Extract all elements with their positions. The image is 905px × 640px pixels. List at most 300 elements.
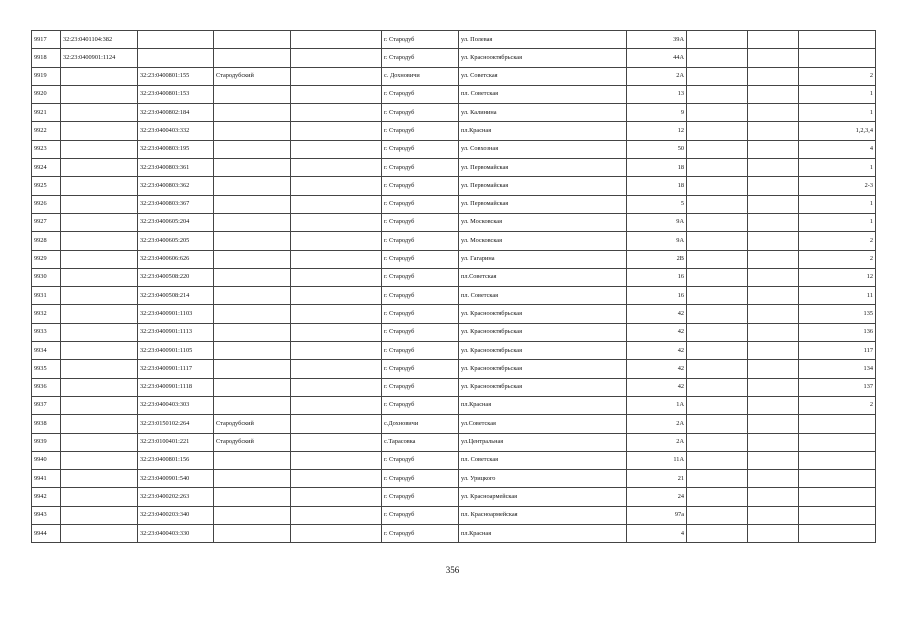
cell-district: [214, 287, 291, 305]
cell-house-number: 5: [627, 195, 687, 213]
cell-row-number: 9939: [32, 433, 61, 451]
table-row: [32, 287, 876, 305]
cell-street: ул. Красноармейская: [459, 488, 627, 506]
cell-col-empty: [291, 360, 382, 378]
cell-street: ул. Краснооктябрьская: [459, 378, 627, 396]
cell-unit-numbers: [799, 506, 876, 524]
cell-col-empty: [291, 213, 382, 231]
cell-house-number: 42: [627, 360, 687, 378]
cell-cadastral-number-b: [138, 49, 214, 67]
cell-cadastral-number-b: 32:23:0400802:184: [138, 104, 214, 122]
cell-cadastral-number-b: 32:23:0400801:153: [138, 85, 214, 103]
cell-house-number: 24: [627, 488, 687, 506]
cell-cadastral-number-a: [61, 305, 138, 323]
table-row: [32, 85, 876, 103]
cell-unit-numbers: 1,2,3,4: [799, 122, 876, 140]
cell-col-empty-3: [748, 67, 799, 85]
cell-settlement: г. Стародуб: [382, 177, 459, 195]
cell-street: ул. Калинина: [459, 104, 627, 122]
cell-settlement: г. Стародуб: [382, 323, 459, 341]
cell-settlement: г. Стародуб: [382, 31, 459, 49]
table-row: [32, 360, 876, 378]
cell-cadastral-number-b: 32:23:0400606:626: [138, 250, 214, 268]
table-row: [32, 195, 876, 213]
cell-col-empty-2: [687, 360, 748, 378]
cell-street: пл. Красноармейская: [459, 506, 627, 524]
cell-street: ул. Красноoктябрьская: [459, 49, 627, 67]
table-row: [32, 31, 876, 49]
cell-row-number: 9926: [32, 195, 61, 213]
cell-cadastral-number-b: 32:23:0400801:155: [138, 67, 214, 85]
cell-cadastral-number-b: 32:23:0400803:361: [138, 159, 214, 177]
cell-col-empty-3: [748, 360, 799, 378]
cell-cadastral-number-b: 32:23:0400403:303: [138, 396, 214, 414]
cell-cadastral-number-a: [61, 195, 138, 213]
cell-row-number: 9925: [32, 177, 61, 195]
cell-cadastral-number-b: 32:23:0400803:362: [138, 177, 214, 195]
cell-cadastral-number-b: 32:23:0400901:1105: [138, 342, 214, 360]
table-row: [32, 433, 876, 451]
table-row: [32, 177, 876, 195]
cell-col-empty-3: [748, 323, 799, 341]
cell-col-empty-3: [748, 104, 799, 122]
cell-cadastral-number-a: [61, 378, 138, 396]
cell-house-number: 18: [627, 159, 687, 177]
table-row: [32, 104, 876, 122]
cell-cadastral-number-b: 32:23:0400605:205: [138, 232, 214, 250]
cell-district: [214, 250, 291, 268]
cell-cadastral-number-a: [61, 250, 138, 268]
cell-unit-numbers: [799, 525, 876, 543]
cell-cadastral-number-a: [61, 360, 138, 378]
cell-col-empty: [291, 433, 382, 451]
cell-cadastral-number-a: 32:23:0401104:382: [61, 31, 138, 49]
cell-cadastral-number-a: [61, 451, 138, 469]
table-row: [32, 488, 876, 506]
cell-unit-numbers: 4: [799, 140, 876, 158]
table-row: [32, 470, 876, 488]
cell-row-number: 9944: [32, 525, 61, 543]
table-row: [32, 159, 876, 177]
cell-col-empty-2: [687, 49, 748, 67]
cell-col-empty-2: [687, 433, 748, 451]
cell-house-number: 16: [627, 287, 687, 305]
cell-district: Стародубский: [214, 433, 291, 451]
cell-col-empty-2: [687, 159, 748, 177]
cell-settlement: г. Стародуб: [382, 506, 459, 524]
cell-col-empty: [291, 85, 382, 103]
cell-settlement: с.Дохновичи: [382, 415, 459, 433]
cell-row-number: 9936: [32, 378, 61, 396]
cell-col-empty-2: [687, 305, 748, 323]
cell-col-empty-3: [748, 305, 799, 323]
cell-street: пл.Красная: [459, 396, 627, 414]
cell-col-empty-2: [687, 67, 748, 85]
cell-unit-numbers: 11: [799, 287, 876, 305]
cell-district: [214, 396, 291, 414]
cell-settlement: г. Стародуб: [382, 85, 459, 103]
table-row: [32, 415, 876, 433]
cell-unit-numbers: 12: [799, 268, 876, 286]
cell-cadastral-number-a: [61, 342, 138, 360]
cell-col-empty-3: [748, 140, 799, 158]
cell-cadastral-number-b: 32:23:0400901:540: [138, 470, 214, 488]
cell-district: [214, 470, 291, 488]
cell-col-empty: [291, 49, 382, 67]
cell-col-empty-2: [687, 488, 748, 506]
cell-col-empty: [291, 470, 382, 488]
cell-row-number: 9919: [32, 67, 61, 85]
cell-cadastral-number-a: [61, 140, 138, 158]
cell-col-empty: [291, 268, 382, 286]
cell-district: [214, 177, 291, 195]
cell-settlement: г. Стародуб: [382, 213, 459, 231]
cell-settlement: г. Стародуб: [382, 195, 459, 213]
cell-unit-numbers: 1: [799, 159, 876, 177]
cell-col-empty: [291, 305, 382, 323]
cell-settlement: г. Стародуб: [382, 342, 459, 360]
cell-unit-numbers: [799, 451, 876, 469]
cell-settlement: с. Дохновичи: [382, 67, 459, 85]
cell-street: пл. Советская: [459, 85, 627, 103]
cell-cadastral-number-b: 32:23:0400403:330: [138, 525, 214, 543]
cell-street: пл.Советская: [459, 268, 627, 286]
cell-house-number: 50: [627, 140, 687, 158]
cell-house-number: 13: [627, 85, 687, 103]
cell-settlement: г. Стародуб: [382, 268, 459, 286]
cell-row-number: 9923: [32, 140, 61, 158]
cell-house-number: 42: [627, 378, 687, 396]
table-row: [32, 268, 876, 286]
cell-unit-numbers: 1: [799, 195, 876, 213]
cell-row-number: 9937: [32, 396, 61, 414]
cell-district: [214, 342, 291, 360]
cell-street: пл.Красная: [459, 525, 627, 543]
table-row: [32, 122, 876, 140]
table-row: [32, 342, 876, 360]
table-row: [32, 305, 876, 323]
cell-col-empty: [291, 67, 382, 85]
table-row: [32, 140, 876, 158]
cell-col-empty: [291, 525, 382, 543]
cell-row-number: 9918: [32, 49, 61, 67]
cell-house-number: 18: [627, 177, 687, 195]
cell-settlement: г. Стародуб: [382, 378, 459, 396]
cell-district: [214, 506, 291, 524]
cell-cadastral-number-a: [61, 268, 138, 286]
cell-street: ул. Первомайская: [459, 177, 627, 195]
cell-col-empty-2: [687, 470, 748, 488]
cell-unit-numbers: 137: [799, 378, 876, 396]
cell-unit-numbers: 1: [799, 213, 876, 231]
cell-street: пл.Красная: [459, 122, 627, 140]
cell-row-number: 9940: [32, 451, 61, 469]
cell-unit-numbers: [799, 31, 876, 49]
cell-unit-numbers: 2-3: [799, 177, 876, 195]
cell-street: ул. Урицкого: [459, 470, 627, 488]
cell-col-empty-3: [748, 49, 799, 67]
cell-col-empty-2: [687, 232, 748, 250]
cell-unit-numbers: 136: [799, 323, 876, 341]
table-row: [32, 67, 876, 85]
cell-col-empty-3: [748, 268, 799, 286]
cell-col-empty-3: [748, 85, 799, 103]
cell-col-empty-3: [748, 250, 799, 268]
cell-col-empty-2: [687, 506, 748, 524]
cell-house-number: 16: [627, 268, 687, 286]
cell-unit-numbers: 1: [799, 104, 876, 122]
cell-col-empty: [291, 396, 382, 414]
cell-district: [214, 525, 291, 543]
cell-street: ул. Краснооктябрьская: [459, 323, 627, 341]
cell-col-empty-2: [687, 323, 748, 341]
cell-row-number: 9917: [32, 31, 61, 49]
table-row: [32, 232, 876, 250]
cell-settlement: г. Стародуб: [382, 49, 459, 67]
cell-col-empty-3: [748, 287, 799, 305]
cell-col-empty-3: [748, 342, 799, 360]
cell-unit-numbers: 2: [799, 396, 876, 414]
cell-cadastral-number-a: [61, 85, 138, 103]
cell-col-empty-3: [748, 232, 799, 250]
cell-settlement: г. Стародуб: [382, 140, 459, 158]
cell-cadastral-number-a: [61, 159, 138, 177]
cell-col-empty-2: [687, 122, 748, 140]
cell-unit-numbers: 2: [799, 250, 876, 268]
cell-col-empty: [291, 159, 382, 177]
cell-cadastral-number-a: [61, 287, 138, 305]
cell-col-empty: [291, 104, 382, 122]
cell-district: [214, 31, 291, 49]
cell-settlement: г. Стародуб: [382, 525, 459, 543]
table-row: [32, 378, 876, 396]
cell-street: ул. Краснооктябрьская: [459, 360, 627, 378]
cell-row-number: 9941: [32, 470, 61, 488]
cell-cadastral-number-b: [138, 31, 214, 49]
cell-house-number: 4: [627, 525, 687, 543]
cell-col-empty: [291, 140, 382, 158]
cell-unit-numbers: 134: [799, 360, 876, 378]
cell-district: [214, 268, 291, 286]
cell-col-empty-2: [687, 250, 748, 268]
cell-col-empty-2: [687, 104, 748, 122]
cell-settlement: с.Тарасовка: [382, 433, 459, 451]
cell-house-number: 2А: [627, 433, 687, 451]
cell-house-number: 39А: [627, 31, 687, 49]
cell-col-empty: [291, 323, 382, 341]
cell-col-empty: [291, 232, 382, 250]
cell-col-empty-2: [687, 140, 748, 158]
cell-cadastral-number-b: 32:23:0400605:204: [138, 213, 214, 231]
cell-row-number: 9924: [32, 159, 61, 177]
cell-district: [214, 159, 291, 177]
cell-settlement: г. Стародуб: [382, 250, 459, 268]
cell-house-number: 97а: [627, 506, 687, 524]
cell-settlement: г. Стародуб: [382, 396, 459, 414]
table-row: [32, 396, 876, 414]
cell-cadastral-number-b: 32:23:0400203:340: [138, 506, 214, 524]
cell-cadastral-number-a: [61, 415, 138, 433]
cell-cadastral-number-b: 32:23:0400801:156: [138, 451, 214, 469]
cell-cadastral-number-a: [61, 67, 138, 85]
cell-cadastral-number-b: 32:23:0400508:214: [138, 287, 214, 305]
cell-cadastral-number-b: 32:23:0400508:220: [138, 268, 214, 286]
cell-house-number: 12: [627, 122, 687, 140]
cell-house-number: 1А: [627, 396, 687, 414]
cell-street: ул. Краснооктябрьская: [459, 305, 627, 323]
cell-cadastral-number-a: [61, 396, 138, 414]
cell-row-number: 9929: [32, 250, 61, 268]
cell-cadastral-number-b: 32:23:0400803:367: [138, 195, 214, 213]
cell-cadastral-number-b: 32:23:0400901:1113: [138, 323, 214, 341]
cell-unit-numbers: 2: [799, 67, 876, 85]
cell-settlement: г. Стародуб: [382, 488, 459, 506]
cell-unit-numbers: [799, 415, 876, 433]
cell-cadastral-number-a: [61, 506, 138, 524]
cell-row-number: 9928: [32, 232, 61, 250]
cell-street: пл. Советская: [459, 451, 627, 469]
cell-col-empty: [291, 122, 382, 140]
cell-col-empty-3: [748, 396, 799, 414]
cell-unit-numbers: [799, 470, 876, 488]
cell-col-empty: [291, 31, 382, 49]
cell-unit-numbers: [799, 49, 876, 67]
cell-district: [214, 49, 291, 67]
cell-row-number: 9942: [32, 488, 61, 506]
cell-street: ул. Московская: [459, 213, 627, 231]
registry-table-body: [32, 31, 876, 543]
cell-cadastral-number-a: [61, 525, 138, 543]
cell-cadastral-number-a: [61, 488, 138, 506]
cell-cadastral-number-a: [61, 213, 138, 231]
cell-house-number: 42: [627, 323, 687, 341]
cell-col-empty: [291, 287, 382, 305]
cell-cadastral-number-a: [61, 122, 138, 140]
cell-cadastral-number-a: [61, 232, 138, 250]
cell-col-empty-2: [687, 195, 748, 213]
cell-district: Стародубский: [214, 415, 291, 433]
cell-col-empty-2: [687, 415, 748, 433]
cell-row-number: 9920: [32, 85, 61, 103]
cell-row-number: 9933: [32, 323, 61, 341]
table-row: [32, 213, 876, 231]
cell-col-empty-3: [748, 177, 799, 195]
cell-house-number: 9А: [627, 232, 687, 250]
cell-district: [214, 323, 291, 341]
cell-col-empty: [291, 415, 382, 433]
cell-col-empty: [291, 451, 382, 469]
cell-street: ул. Совхозная: [459, 140, 627, 158]
cell-cadastral-number-a: 32:23:0400901:1124: [61, 49, 138, 67]
cell-col-empty-2: [687, 451, 748, 469]
cell-unit-numbers: 2: [799, 232, 876, 250]
cell-cadastral-number-b: 32:23:0400901:1103: [138, 305, 214, 323]
cell-cadastral-number-b: 32:23:0400901:1118: [138, 378, 214, 396]
cell-house-number: 42: [627, 342, 687, 360]
cell-street: ул. Полевая: [459, 31, 627, 49]
cell-cadastral-number-b: 32:23:0100401:221: [138, 433, 214, 451]
cell-row-number: 9922: [32, 122, 61, 140]
cell-row-number: 9932: [32, 305, 61, 323]
cell-street: ул. Советская: [459, 67, 627, 85]
cell-col-empty-2: [687, 31, 748, 49]
cell-house-number: 9: [627, 104, 687, 122]
cell-street: ул. Московская: [459, 232, 627, 250]
cell-col-empty-2: [687, 287, 748, 305]
cell-unit-numbers: 135: [799, 305, 876, 323]
cell-col-empty-2: [687, 378, 748, 396]
cell-house-number: 11А: [627, 451, 687, 469]
table-row: [32, 49, 876, 67]
cell-col-empty-3: [748, 378, 799, 396]
cell-settlement: г. Стародуб: [382, 305, 459, 323]
cell-col-empty: [291, 177, 382, 195]
cell-district: [214, 85, 291, 103]
table-row: [32, 250, 876, 268]
cell-settlement: г. Стародуб: [382, 451, 459, 469]
cell-street: ул.Центральная: [459, 433, 627, 451]
cell-unit-numbers: 1: [799, 85, 876, 103]
cell-district: [214, 195, 291, 213]
table-row: [32, 525, 876, 543]
cell-street: ул.Советская: [459, 415, 627, 433]
cell-street: ул. Первомайская: [459, 195, 627, 213]
cell-house-number: 42: [627, 305, 687, 323]
cell-cadastral-number-b: 32:23:0400403:332: [138, 122, 214, 140]
cell-col-empty-3: [748, 451, 799, 469]
table-row: [32, 323, 876, 341]
page-number: 356: [445, 565, 460, 575]
cell-col-empty: [291, 378, 382, 396]
cell-unit-numbers: [799, 433, 876, 451]
cell-col-empty-2: [687, 396, 748, 414]
cell-row-number: 9930: [32, 268, 61, 286]
cell-house-number: 2А: [627, 415, 687, 433]
cell-street: ул. Первомайская: [459, 159, 627, 177]
cell-settlement: г. Стародуб: [382, 287, 459, 305]
cell-street: пл. Советская: [459, 287, 627, 305]
cell-street: ул. Краснооктябрьская: [459, 342, 627, 360]
cell-district: [214, 122, 291, 140]
cell-cadastral-number-a: [61, 470, 138, 488]
cell-col-empty-2: [687, 177, 748, 195]
cell-row-number: 9943: [32, 506, 61, 524]
cell-cadastral-number-b: 32:23:0400202:263: [138, 488, 214, 506]
cell-col-empty-2: [687, 213, 748, 231]
cell-district: [214, 360, 291, 378]
cell-col-empty-3: [748, 159, 799, 177]
cell-district: [214, 305, 291, 323]
cell-row-number: 9935: [32, 360, 61, 378]
cell-col-empty: [291, 342, 382, 360]
cell-house-number: 2А: [627, 67, 687, 85]
cell-col-empty-3: [748, 213, 799, 231]
cell-col-empty-2: [687, 85, 748, 103]
cell-district: [214, 378, 291, 396]
cell-col-empty-3: [748, 433, 799, 451]
cell-settlement: г. Стародуб: [382, 159, 459, 177]
cell-house-number: 2В: [627, 250, 687, 268]
cell-district: [214, 451, 291, 469]
table-row: [32, 506, 876, 524]
cell-district: [214, 213, 291, 231]
cell-col-empty: [291, 250, 382, 268]
cell-settlement: г. Стародуб: [382, 360, 459, 378]
cell-house-number: 21: [627, 470, 687, 488]
cell-settlement: г. Стародуб: [382, 122, 459, 140]
cell-row-number: 9931: [32, 287, 61, 305]
cell-col-empty-3: [748, 31, 799, 49]
